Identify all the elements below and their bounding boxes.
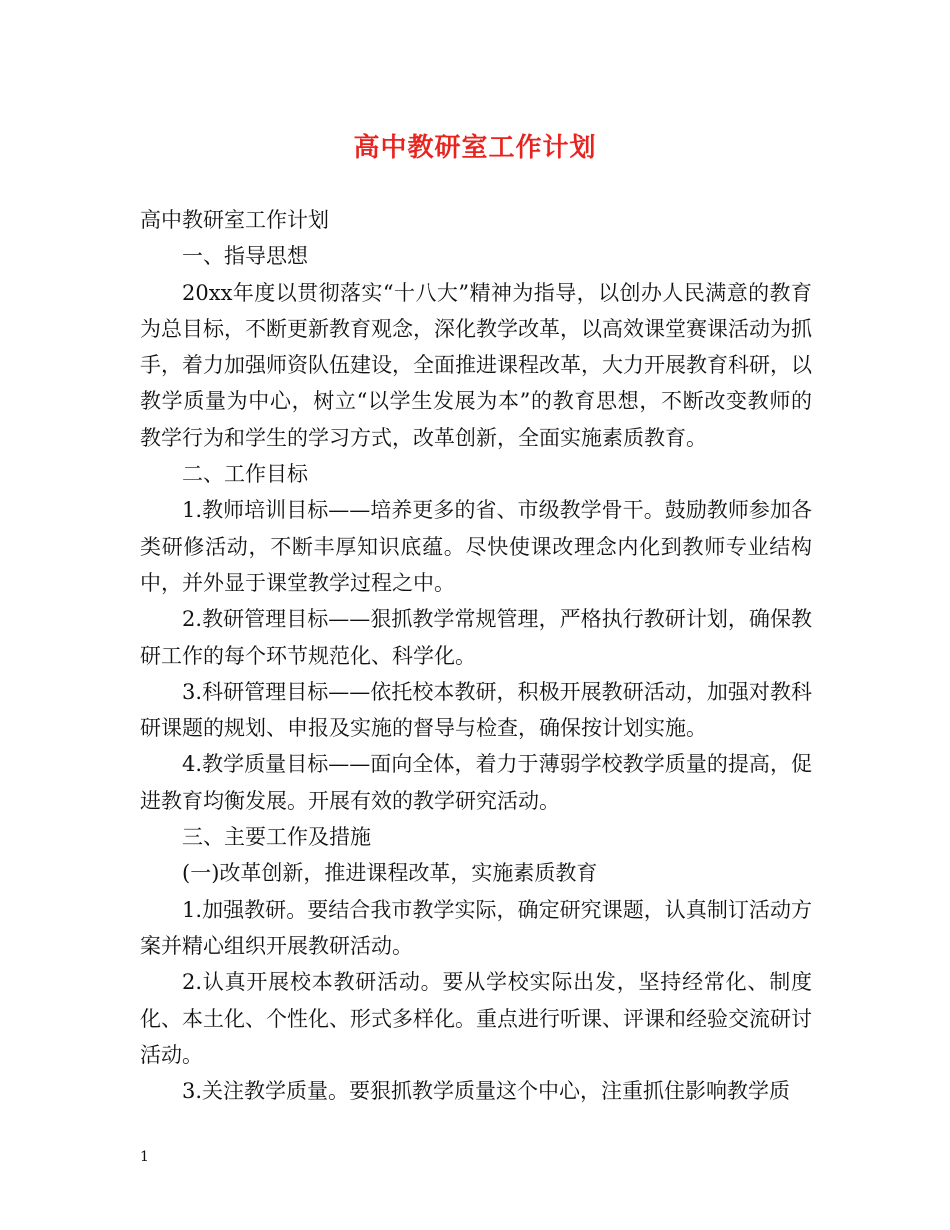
paragraph-goal-teaching-quality: 4.教学质量目标——面向全体，着力于薄弱学校教学质量的提高，促进教育均衡发展。开展有效的教学研究活动。 — [140, 752, 812, 813]
section-heading-guiding-ideology: 一、指导思想 — [182, 244, 308, 269]
paragraph-goal-research-management: 3.科研管理目标——依托校本教研，积极开展教研活动，加强对教科研课题的规划、申报及实施的督导与检查，确保按计划实施。 — [140, 679, 812, 741]
document-title: 高中教研室工作计划 — [353, 133, 597, 163]
paragraph-measure-school-research: 2.认真开展校本教研活动。要从学校实际出发，坚持经常化、制度化、本土化、个性化、形式多样化。重点进行听课、评课和经验交流研讨活动。 — [140, 970, 812, 1067]
paragraph-goal-teaching-research: 2.教研管理目标——狠抓教学常规管理，严格执行教研计划，确保教研工作的每个环节规范化、科学化。 — [140, 607, 812, 668]
paragraph-measure-research: 1.加强教研。要结合我市教学实际，确定研究课题，认真制订活动方案并精心组织开展教研活动。 — [140, 897, 812, 958]
document-body — [140, 202, 812, 1109]
subsection-heading-reform: (一)改革创新，推进课程改革，实施素质教育 — [182, 861, 598, 886]
paragraph-guiding-ideology: 20xx年度以贯彻落实“十八大”精神为指导，以创办人民满意的教育为总目标，不断更新教育观念，深化教学改革，以高效课堂赛课活动为抓手，着力加强师资队伍建设，全面推进课程改革，大力开展教育科研，以教学质量为中心，树立“以学生发展为本”的教育思想，不断改变教师的教学行为和学生的学习方式，改革创新，全面实施素质教育。 — [140, 280, 812, 450]
page-number: 1 — [140, 1149, 149, 1165]
section-heading-work-goals: 二、工作目标 — [182, 462, 308, 487]
section-heading-main-work: 三、主要工作及措施 — [182, 825, 371, 850]
paragraph-heading-repeat: 高中教研室工作计划 — [140, 208, 329, 232]
paragraph-measure-quality: 3.关注教学质量。要狠抓教学质量这个中心，注重抓住影响教学质 — [182, 1079, 791, 1104]
paragraph-goal-teacher-training: 1.教师培训目标——培养更多的省、市级教学骨干。鼓励教师参加各类研修活动，不断丰厚知识底蕴。尽快使课改理念内化到教师专业结构中，并外显于课堂教学过程之中。 — [140, 498, 812, 595]
